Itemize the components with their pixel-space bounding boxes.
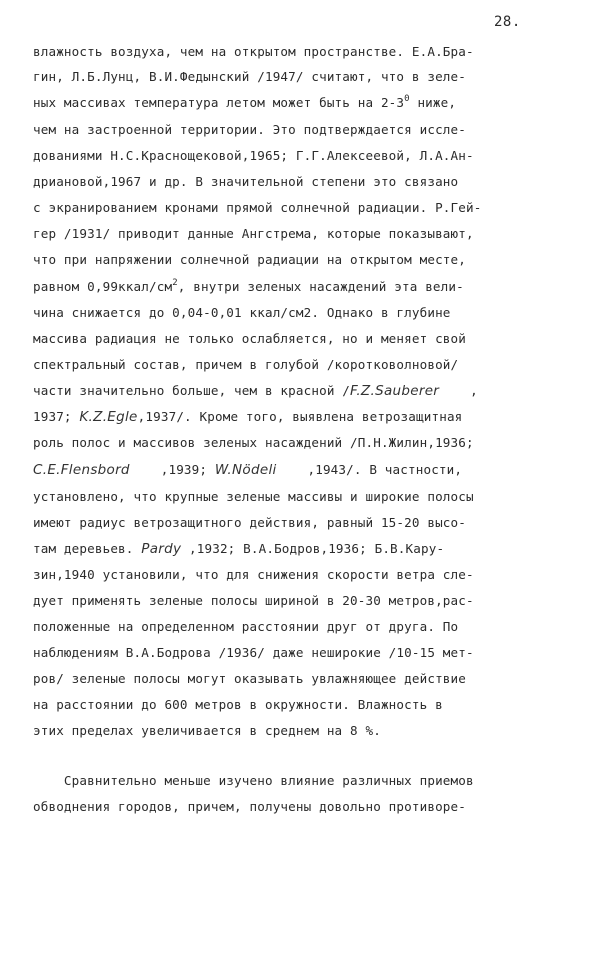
text-segment: , (439, 383, 478, 398)
text-line (33, 303, 451, 323)
text-line (33, 224, 474, 244)
text-line (33, 565, 474, 585)
superscript: 2 (172, 278, 178, 288)
text-segment: , внутри зеленых насаждений эта вели- (177, 279, 464, 294)
text-line (33, 329, 466, 349)
handwritten-name: F.Z.Sauberer (350, 383, 440, 399)
text-segment: этих пределах увеличивается в среднем на 8 %. (33, 723, 381, 738)
text-segment: Сравнительно меньше изучено влияние различных приемов (33, 773, 474, 788)
text-segment: имеют радиус ветрозащитного действия, равный 15-20 высо- (33, 515, 466, 530)
text-segment: части значительно больше, чем в красной / (33, 383, 351, 398)
handwritten-name: C.E.Flensbord (33, 462, 130, 478)
text-segment: ных массивах температура летом может быть на 2-3 (33, 95, 405, 110)
text-segment: дует применять зеленые полосы шириной в 20-30 метров,рас- (33, 593, 474, 608)
text-segment: установлено, что крупные зеленые массивы и широкие полосы (33, 489, 474, 504)
text-segment: там деревьев. (33, 541, 142, 556)
handwritten-name: Pardy (141, 541, 182, 557)
text-segment: зин,1940 установили, что для снижения скорости ветра сле- (33, 567, 474, 582)
text-segment: обводнения городов, причем, получены довольно противоре- (33, 799, 466, 814)
page-number: 28. (494, 14, 521, 30)
text-segment: ,1932; В.А.Бодров,1936; Б.В.Кару- (181, 541, 445, 556)
text-line (33, 407, 462, 427)
text-line (33, 513, 466, 533)
text-line (33, 42, 474, 62)
text-line (33, 433, 474, 453)
text-line (33, 721, 381, 741)
text-line (33, 93, 456, 113)
text-segment: равном 0,99ккал/см (33, 279, 173, 294)
text-segment: ров/ зеленые полосы могут оказывать увлажняющее действие (33, 671, 466, 686)
text-line (33, 67, 466, 87)
text-segment: что при напряжении солнечной радиации на открытом месте, (33, 252, 466, 267)
text-segment: на расстоянии до 600 метров в окружности. Влажность в (33, 697, 443, 712)
text-segment: с экранированием кронами прямой солнечной радиации. Р.Гей- (33, 200, 482, 215)
handwritten-name: K.Z.Egle (79, 409, 138, 425)
text-segment: гин, Л.Б.Лунц, В.И.Федынский /1947/ считают, что в зеле- (33, 69, 466, 84)
text-line (33, 771, 474, 791)
text-segment: ,1937/. Кроме того, выявлена ветрозащитная (137, 409, 463, 424)
text-line (33, 617, 458, 637)
text-line (33, 120, 466, 140)
text-segment: спектральный состав, причем в голубой /коротковолновой/ (33, 357, 459, 372)
text-line (33, 539, 444, 559)
text-segment: массива радиация не только ослабляется, но и меняет свой (33, 331, 466, 346)
text-segment: наблюдениям В.А.Бодрова /1936/ даже неширокие /10-15 мет- (33, 645, 474, 660)
superscript: 0 (404, 94, 410, 104)
text-segment: влажность воздуха, чем на открытом пространстве. Е.А.Бра- (33, 44, 474, 59)
text-segment: роль полос и массивов зеленых насаждений /П.Н.Жилин,1936; (33, 435, 474, 450)
text-line (33, 172, 458, 192)
text-segment: положенные на определенном расстоянии друг от друга. По (33, 619, 459, 634)
text-line (33, 487, 474, 507)
text-line (33, 277, 464, 297)
text-line (33, 198, 481, 218)
text-line (33, 669, 466, 689)
text-line (33, 355, 458, 375)
text-line (33, 381, 478, 401)
text-line (33, 250, 466, 270)
handwritten-name: W.Nödeli (214, 462, 277, 478)
text-segment: ниже, (409, 95, 457, 110)
text-segment: 1937; (33, 409, 80, 424)
text-segment: ,1939; (129, 462, 215, 477)
text-line (33, 797, 466, 817)
text-segment: дриановой,1967 и др. В значительной степени это связано (33, 174, 459, 189)
text-segment: гер /1931/ приводит данные Ангстрема, которые показывают, (33, 226, 474, 241)
text-line (33, 643, 474, 663)
text-line (33, 460, 462, 480)
text-segment: ,1943/. В частности, (276, 462, 463, 477)
text-segment: чина снижается до 0,04-0,01 ккал/см2. Однако в глубине (33, 305, 451, 320)
text-line (33, 695, 443, 715)
text-segment: чем на застроенной территории. Это подтверждается иссле- (33, 122, 466, 137)
text-line (33, 146, 474, 166)
text-segment: дованиями Н.С.Краснощековой,1965; Г.Г.Алексеевой, Л.А.Ан- (33, 148, 474, 163)
text-line (33, 591, 474, 611)
